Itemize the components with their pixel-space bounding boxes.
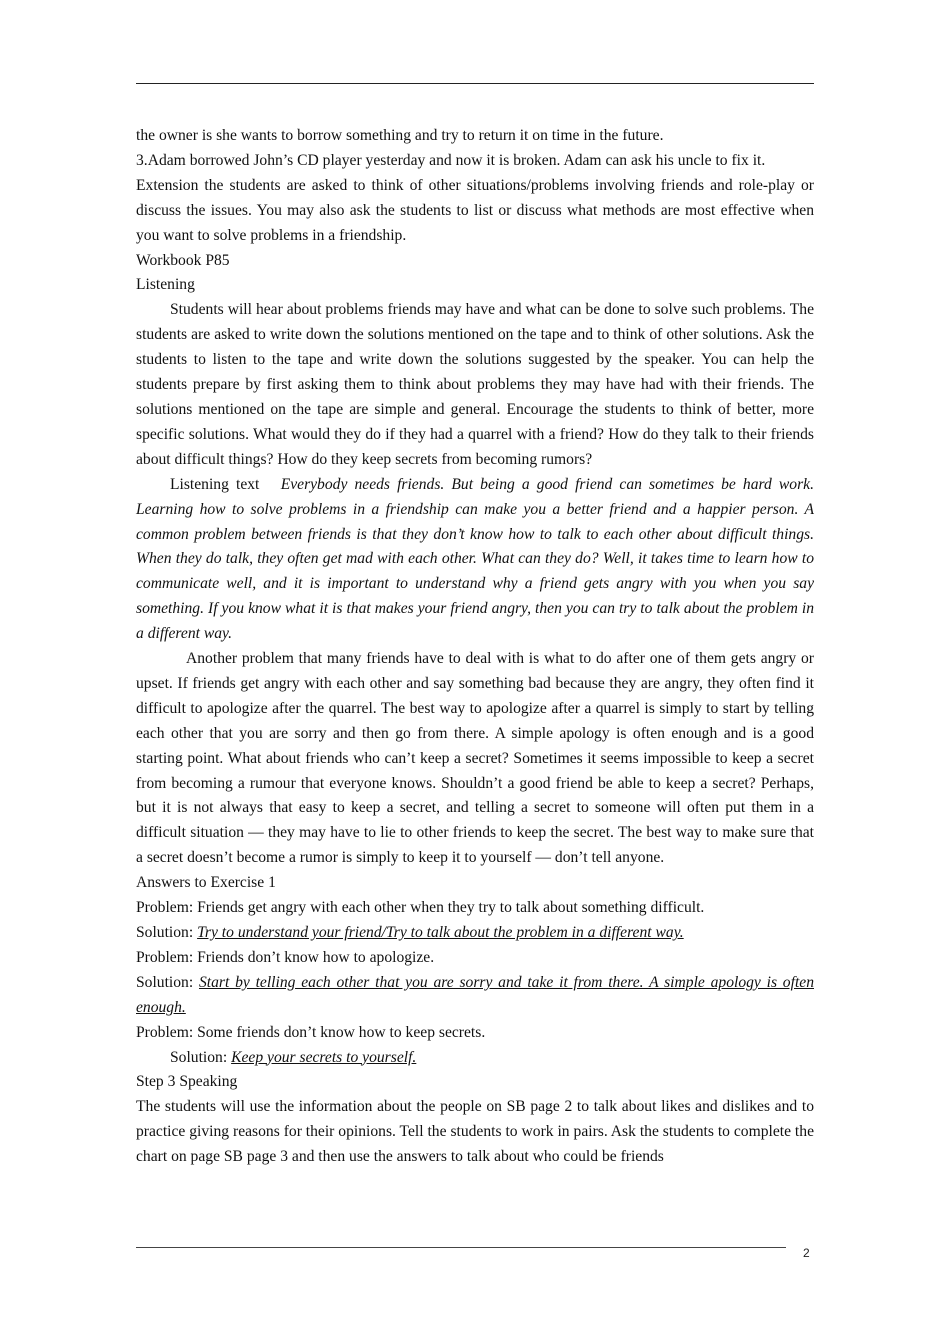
listening-text-paragraph-2: Another problem that many friends have to deal with is what to do after one of them gets angry or upset. If friends get angry with each other and say something bad because they are angry, they often find it difficult to apologize after the quarrel. The best way to apologize after a quarrel is simply to start by telling each other that you are sorry and then go from there. A simple apology is often enough and is a good starting point. What about friends who can’t keep a secret? Sometimes it seems impossible to keep a secret from becoming a rumour that everyone knows. Shouldn’t a good friend be able to keep a secret? Perhaps, but it is not always that easy to keep a secret, and telling a secret to someone will often put them in a difficult situation — they may have to lie to other friends to keep the secret. The best way to make sure that a secret doesn’t become a rumor is simply to keep it to yourself — don’t tell anyone. xyxy=(136,650,814,867)
solution-answer: Try to understand your friend/Try to talk about the problem in a different way. xyxy=(197,924,684,941)
listening-text-label: Listening text xyxy=(170,475,260,493)
problem-line: Problem: Friends don’t know how to apologize. xyxy=(136,948,435,966)
listening-intro-paragraph: Students will hear about problems friends may have and what can be done to solve such problems. The students are asked to write down the solutions mentioned on the tape and to think of other solutions. Ask the students to listen to the tape and write down the solutions suggested by the speaker. You can help the students prepare by first asking them to think about problems they may have had with their friends. The solutions mentioned on the tape are simple and general. Encourage the students to think of better, more specific solutions. What would they do if they had a quarrel with a friend? How do they talk to their friends about difficult things? How do they keep secrets from becoming rumors? xyxy=(136,301,814,468)
solution-line xyxy=(136,971,814,1021)
listening-text-body: Everybody needs friends. But being a good friend can sometimes be hard work. Learning how to solve problems in a friendship can make you a better friend and a happier person. A common problem between friends is that they don’t know how to talk to each other about difficult things. When they do talk, they often get mad with each other. What can they do? Well, it takes time to learn how to communicate well, and it is important to understand why a friend gets angry with you when you say something. If you know what it is that makes your friend angry, then you can try to talk about the problem in a different way. xyxy=(136,475,814,643)
solution-line xyxy=(136,921,814,946)
problem-line: Problem: Some friends don’t know how to keep secrets. xyxy=(136,1023,486,1041)
extension-paragraph: Extension the students are asked to think of other situations/problems involving friends and role-play or discuss the issues. You may also ask the students to list or discuss what methods are most effective when you want to solve problems in a friendship. xyxy=(136,176,814,244)
page-number: 2 xyxy=(803,1246,810,1260)
section-heading-listening: Listening xyxy=(136,276,195,294)
speaking-paragraph: The students will use the information about the people on SB page 2 to talk about likes and dislikes and to practice giving reasons for their opinions. Tell the students to work in pairs. Ask the students to complete the chart on page SB page 3 and then use the answers to talk about who could be friends xyxy=(136,1098,814,1166)
solution-label: Solution: xyxy=(136,973,199,991)
solution-label: Solution: xyxy=(136,924,198,941)
paragraph: 3.Adam borrowed John’s CD player yesterday and now it is broken. Adam can ask his uncle to fix it. xyxy=(136,151,766,169)
paragraph: the owner is she wants to borrow something and try to return it on time in the future. xyxy=(136,127,664,144)
header-rule xyxy=(136,83,814,84)
footer-rule xyxy=(136,1247,786,1248)
section-heading-workbook: Workbook P85 xyxy=(136,251,230,269)
listening-text-paragraph xyxy=(136,473,814,647)
solution-answer: Keep your secrets to yourself. xyxy=(231,1048,417,1066)
section-heading-speaking: Step 3 Speaking xyxy=(136,1073,238,1091)
document-body xyxy=(136,124,814,1170)
solution-line xyxy=(136,1046,814,1071)
answers-heading: Answers to Exercise 1 xyxy=(136,874,276,892)
problem-line: Problem: Friends get angry with each other when they try to talk about something difficult. xyxy=(136,899,705,917)
solution-label: Solution: xyxy=(170,1048,232,1066)
solution-answer: Start by telling each other that you are sorry and take it from there. A simple apology is often enough. xyxy=(136,973,814,1016)
